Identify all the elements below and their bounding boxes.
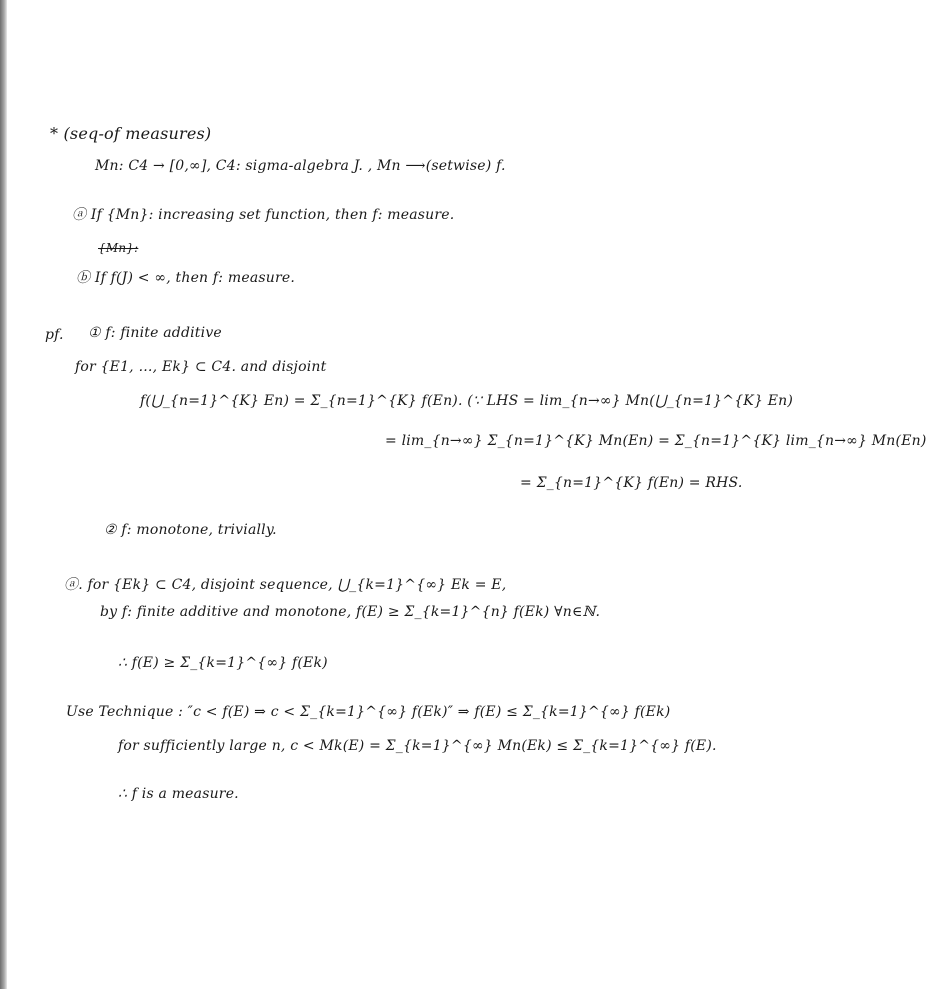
item-a: ⓐ If {Mn}: increasing set function, then f: measure. [72,207,455,223]
part-a-line-2: by f: finite additive and monotone, f(E) ≥ Σ_{k=1}^{n} f(Ek) ∀n∈ℕ. [100,604,601,620]
page-edge-shadow [0,0,7,989]
equation-1: f(⋃_{n=1}^{K} En) = Σ_{n=1}^{K} f(En). (∵ LHS = lim_{n→∞} Mn(⋃_{n=1}^{K} En) [140,393,794,409]
technique-line-1: Use Technique : ″c < f(E) ⇒ c < Σ_{k=1}^{∞} f(Ek)″ ⇒ f(E) ≤ Σ_{k=1}^{∞} f(Ek) [66,704,671,720]
heading: * (seq-of measures) [50,124,212,143]
equation-2: = lim_{n→∞} Σ_{n=1}^{K} Mn(En) = Σ_{n=1}^{K} lim_{n→∞} Mn(En) [385,433,927,449]
setup-line: Mn: C4 → [0,∞], C4: sigma-algebra J. , Mn ⟶(setwise) f. [95,158,506,174]
proof-label: pf. [45,327,64,343]
struck-note: {Mn}: [98,241,139,255]
step1-title: ① f: finite additive [88,325,222,341]
step2: ② f: monotone, trivially. [104,522,277,538]
step1-line: for {E1, …, Ek} ⊂ C4. and disjoint [75,359,327,375]
equation-3: = Σ_{n=1}^{K} f(En) = RHS. [520,475,743,491]
technique-line-2: for sufficiently large n, c < Mk(E) = Σ_{k=1}^{∞} Mn(Ek) ≤ Σ_{k=1}^{∞} f(E). [118,738,717,754]
part-a-line-1: ⓐ. for {Ek} ⊂ C4, disjoint sequence, ⋃_{k=1}^{∞} Ek = E, [64,577,507,593]
conclusion: ∴ f is a measure. [118,786,239,802]
item-b: ⓑ If f(J) < ∞, then f: measure. [76,270,296,286]
part-a-line-3: ∴ f(E) ≥ Σ_{k=1}^{∞} f(Ek) [118,655,328,671]
